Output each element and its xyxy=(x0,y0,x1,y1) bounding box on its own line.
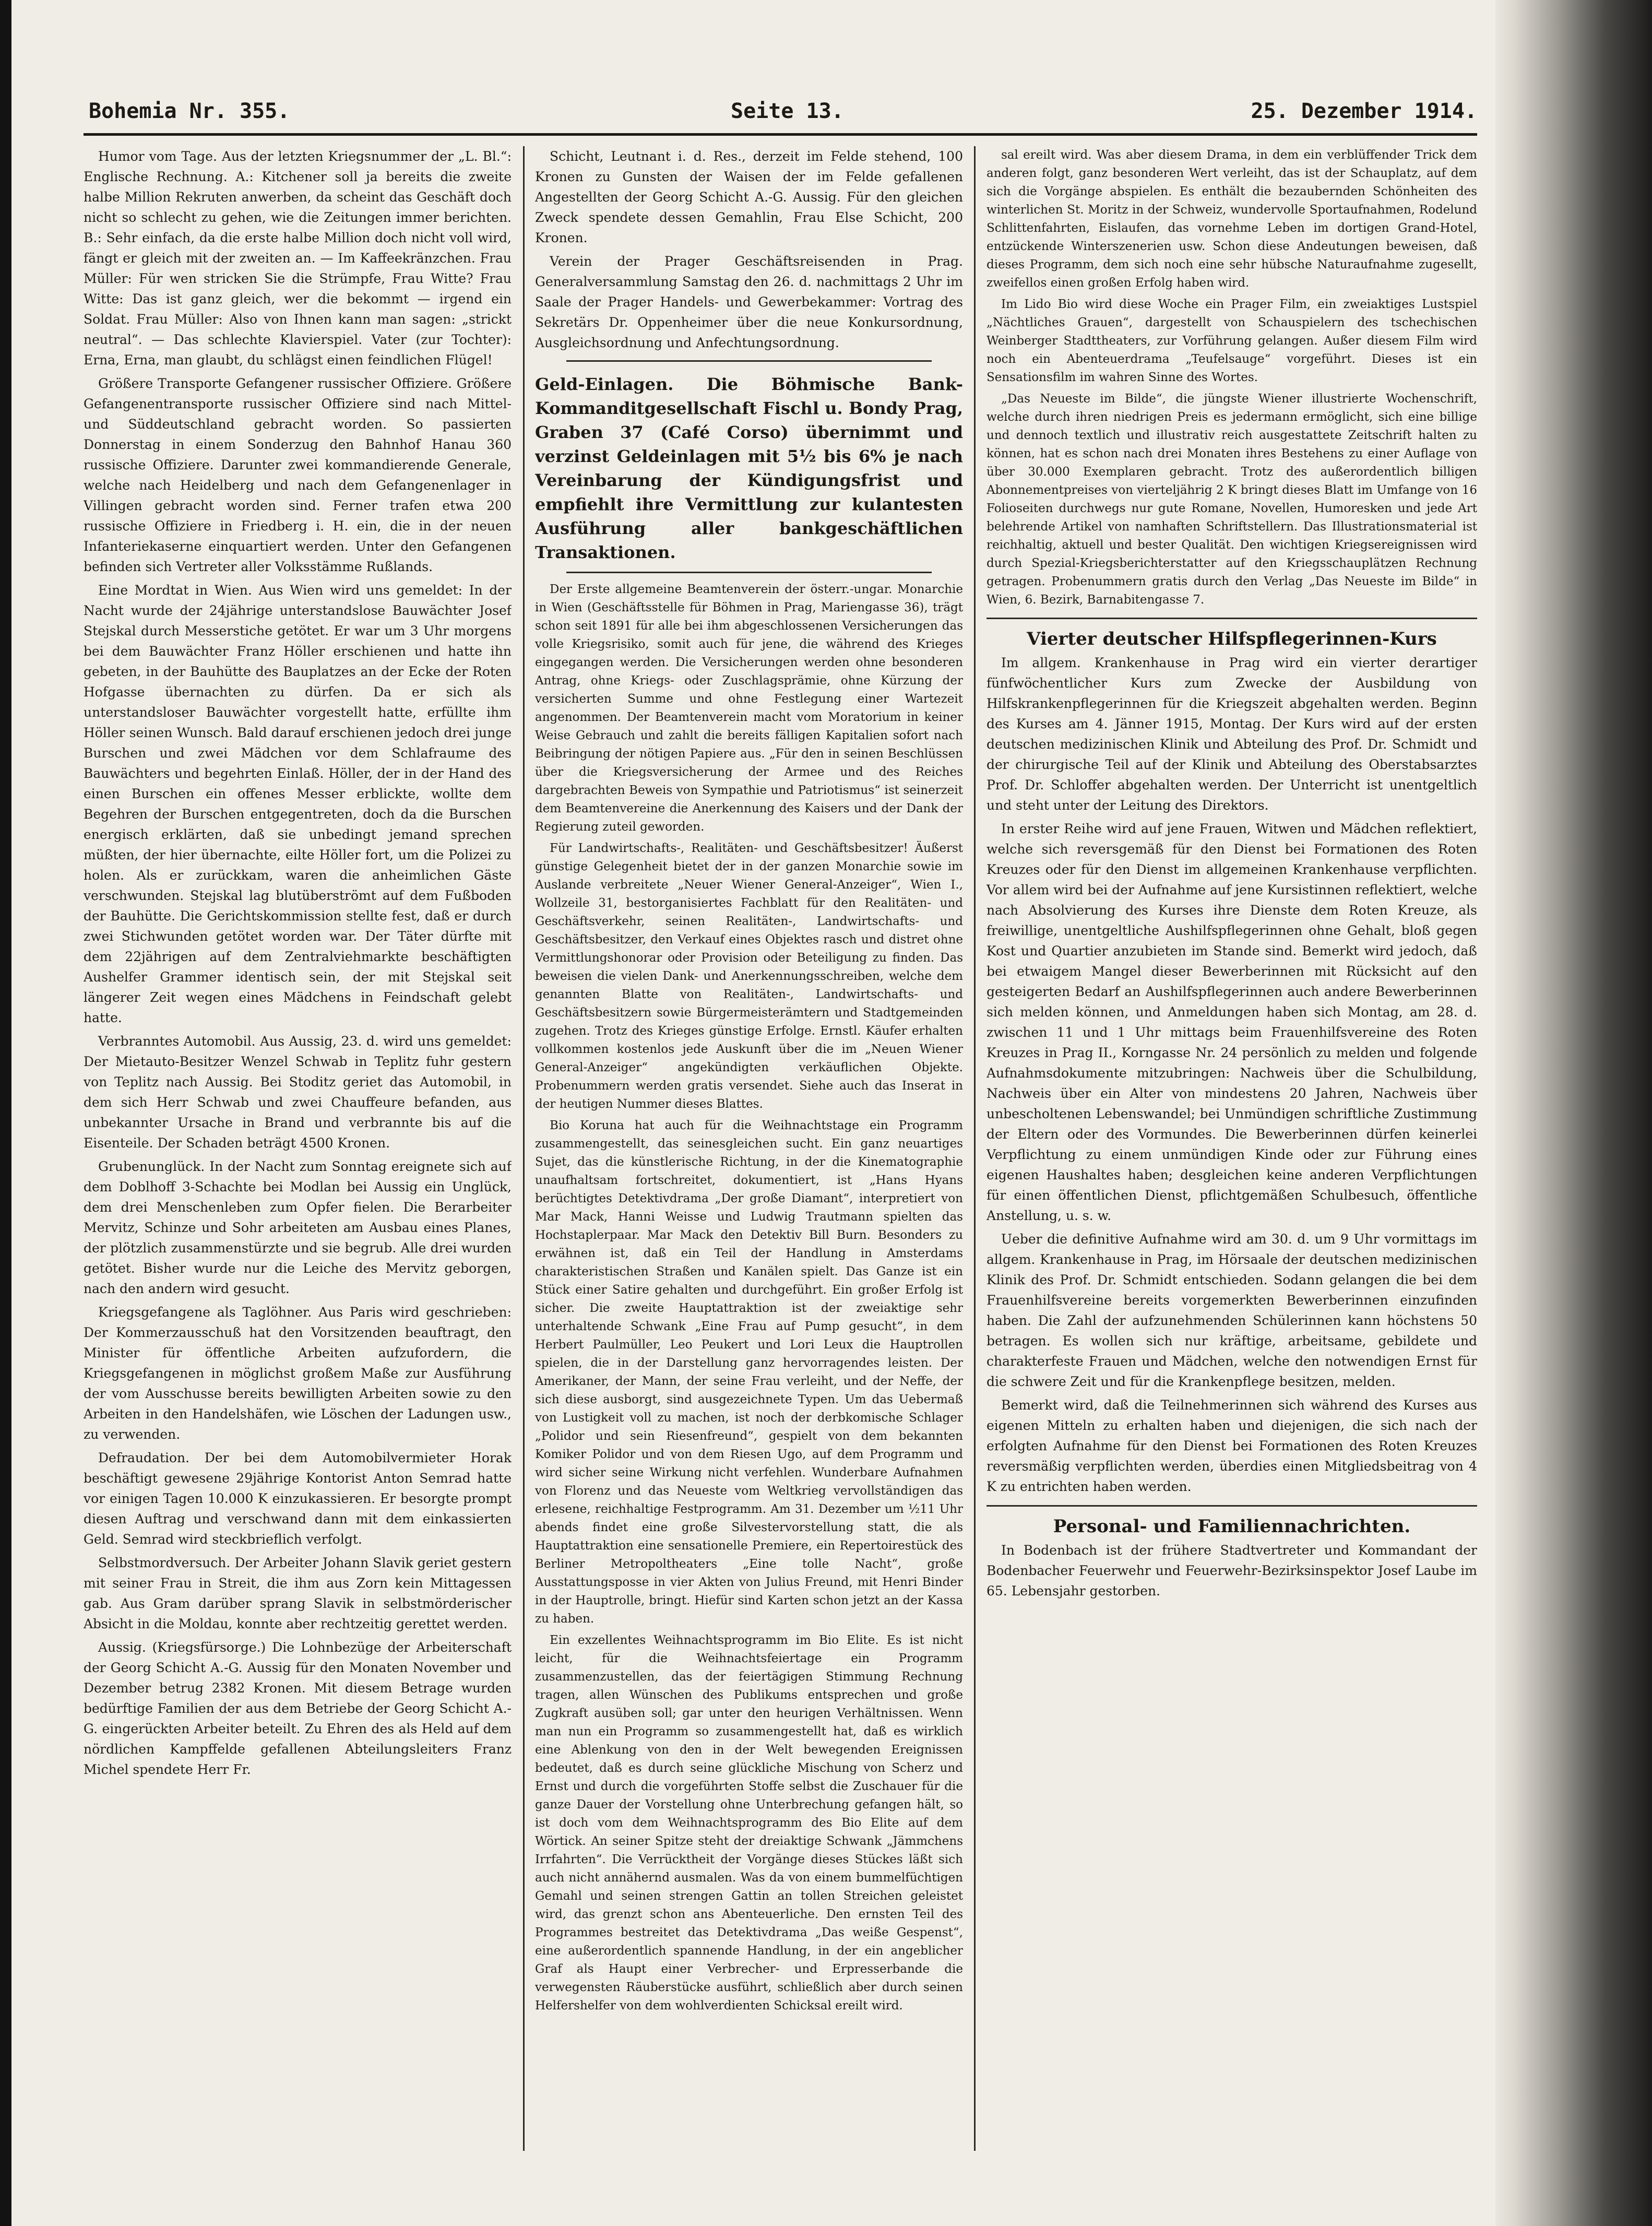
article-nursing-course-3: Ueber die definitive Aufnahme wird am 30. d. um 9 Uhr vormittags im allgem. Krankenhause in Prag, im Hörsaale der deutschen medizinischen Klinik des Prof. Dr. Schmidt entschieden. Sodann gelangen die bei dem Frauenhilfsvereine bereits vorgemerkten Bewerberinnen einzufinden haben. Die Zahl der aufzunehmenden Schülerinnen kann höchstens 50 betragen. Es wollen sich nur kräftige, arbeitsame, gebildete und charakterfeste Frauen und Mädchen, welche den notwendigen Ernst für die schwere Zeit und für die Krankenpflege besitzen, melden. xyxy=(987,1232,1477,1389)
column-rule-1 xyxy=(523,146,525,2151)
column-3 xyxy=(987,146,1477,2156)
article-neueste-im-bilde: „Das Neueste im Bilde“, die jüngste Wiener illustrierte Wochenschrift, welche durch ihren niedrigen Preis es jedermann ermöglicht, sich eine billige und dennoch textlich und illustrativ reich ausgestattete Zeitschrift halten zu können, hat es schon nach drei Monaten ihres Bestehens zu einer Auflage von über 30.000 Exemplaren gebracht. Trotz des außerordentlich billigen Abonnementpreises von vierteljährig 2 K bringt dieses Blatt im Umfange von 16 Folioseiten durchwegs nur gute Romane, Novellen, Humoresken und jede Art belehrende Artikel von namhaften Schriftstellern. Das Illustrationsmaterial ist reichhaltig, aktuell und bester Qualität. Den wichtigen Kriegsereignissen wird durch Spezial-Kriegsberichterstatter auf den Kriegsschauplätzen Rechnung getragen. Probenummern gratis durch den Verlag „Das Neueste im Bilde“ in Wien, 6. Bezirk, Barnabitengasse 7. xyxy=(987,392,1477,607)
article-defraudation: Defraudation. Der bei dem Automobilvermieter Horak beschäftigt gewesene 29jährige Kontorist Anton Semrad hatte vor einigen Tagen 10.000 K einzukassieren. Er besorgte prompt diesen Auftrag und verschwand dann mit dem einkassierten Geld. Semrad wird steckbrieflich verfolgt. xyxy=(84,1450,512,1547)
article-general-anzeiger: Für Landwirtschafts-, Realitäten- und Geschäftsbesitzer! Äußerst günstige Gelegenheit bietet der in der ganzen Monarchie sowie im Auslande verbreitete „Neuer Wiener General-Anzeiger“, Wien I., Wollzeile 31, bestorganisiertes Fachblatt für den Realitäten- und Geschäftsverkehr, seinen Realitäten-, Landwirtschafts- und Geschäftsbesitzer, den Verkauf eines Objektes rasch und distret ohne Vermittlungshonorar oder Provision oder Beteiligung zu finden. Das beweisen die vielen Dank- und Anerkennungsschreiben, welche dem genannten Blatte von Realitäten-, Landwirtschafts- und Geschäftsbesitzern sowie Bürgermeisterämtern und Stadtgemeinden zugehen. Trotz des Krieges günstige Erfolge. Ernstl. Käufer erhalten vollkommen kostenlos jede Auskunft über die im „Neuen Wiener General-Anzeiger“ angekündigten verkäuflichen Objekte. Probenummern werden gratis versendet. Siehe auch das Inserat in der heutigen Nummer dieses Blattes. xyxy=(535,842,963,1111)
article-suicide-attempt: Selbstmordversuch. Der Arbeiter Johann Slavik geriet gestern mit seiner Frau in Streit, die ihm aus Zorn kein Mittagessen gab. Aus Gram darüber sprang Slavik in selbstmörderischer Absicht in die Moldau, konnte aber rechtzeitig gerettet werden. xyxy=(84,1555,512,1631)
section-heading-personal-news: Personal- und Familiennachrichten. xyxy=(1053,1516,1411,1537)
article-travellers-association: Verein der Prager Geschäftsreisenden in Prag. Generalversammlung Samstag den 26. d. nachmittags 2 Uhr im Saale der Prager Handels- und Gewerbekammer: Vortrag des Sekretärs Dr. Oppenheimer über die neue Konkursordnung, Ausgleichsordnung und Anfechtungsordnung. xyxy=(535,254,963,350)
article-burnt-automobile: Verbranntes Automobil. Aus Aussig, 23. d. wird uns gemeldet: Der Mietauto-Besitzer Wenzel Schwab in Teplitz fuhr gestern von Teplitz nach Aussig. Bei Stoditz geriet das Automobil, in dem sich Herr Schwab und zwei Chauffeure befanden, aus unbekannter Ursache in Brand und verbrannte bis auf die Eisenteile. Der Schaden beträgt 4500 Kronen. xyxy=(84,1034,512,1151)
article-aussig-welfare: Aussig. (Kriegsfürsorge.) Die Lohnbezüge der Arbeiterschaft der Georg Schicht A.-G. Aussig für den Monaten November und Dezember betrug 2382 Kronen. Mit diesem Betrage wurden bedürftige Familien der aus dem Betriebe der Georg Schicht A.-G. eingerückten Arbeiter beteilt. Zu Ehren des als Held auf dem nördlichen Kampffelde gefallenen Abteilungsleiters Franz Michel spendete Herr Fr. xyxy=(84,1640,512,1777)
divider xyxy=(987,1505,1477,1507)
article-nursing-course-2: In erster Reihe wird auf jene Frauen, Witwen und Mädchen reflektiert, welche sich reversgemäß für den Dienst bei Formationen des Roten Kreuzes oder für den Dienst im allgemeinen Krankenhause verpflichten. Vor allem wird bei der Aufnahme auf jene Kursistinnen reflektiert, welche nach Absolvierung des Kurses ihre Dienste dem Roten Kreuze, als freiwillige, unentgeltliche Aushilfspflegerinnen ohne Gehalt, bloß gegen Kost und Quartier anzubieten im Stande sind. Bemerkt wird jedoch, daß bei etwaigem Mangel dieser Bewerberinnen mit Rücksicht auf den gesteigerten Bedarf an Aushilfspflegerinnen auch andere Bewerberinnen sich melden können, und Anmeldungen haben sich Montag, am 28. d. zwischen 11 und 1 Uhr mittags beim Frauenhilfsvereine des Roten Kreuzes in Prag II., Korngasse Nr. 24 persönlich zu melden und folgende Aufnahmsdokumente mitzubringen: Nachweis über die Schulbildung, Nachweis über ein Alter von mindestens 20 Jahren, Nachweis über unbescholtenen Lebenswandel; bei Unmündigen schriftliche Zustimmung der Eltern oder des Vormundes. Die Bewerberinnen dürfen keinerlei Verpflichtung zu einem unmündigen Kinde oder zur Führung eines eigenen Haushaltes haben; desgleichen keine anderen Verpflichtungen für einen öffentlichen Dienst, pflichtgemäßen Schulbesuch, öffentliche Anstellung, u. s. w. xyxy=(987,821,1477,1223)
column-rule-2 xyxy=(974,146,976,2151)
header-date: 25. Dezember 1914. xyxy=(1251,99,1477,123)
article-prisoners-labourers: Kriegsgefangene als Taglöhner. Aus Paris wird geschrieben: Der Kommerzausschuß hat den Vorsitzenden beauftragt, den Minister für öffentliche Arbeiten aufzufordern, die Kriegsgefangenen in möglichst großem Maße zur Ausführung der vom Ausschusse bereits bewilligten Arbeiten sowie zu den Arbeiten in den Handelshäfen, wie Löschen der Ladungen usw., zu verwenden. xyxy=(84,1305,512,1442)
page-header xyxy=(84,99,1477,136)
scan-right-edge xyxy=(1495,0,1652,2226)
article-officer-transports: Größere Transporte Gefangener russischer Offiziere. Größere Gefangenentransporte russischer Offiziere sind nach Mittel- und Süddeutschland gebracht worden. So passierten Donnerstag in einem Sonderzug den Bahnhof Hanau 360 russische Offiziere. Darunter zwei kommandierende Generale, welche nach Heidelberg und nach dem Gefangenenlager in Villingen gebracht worden sind. Ferner trafen etwa 200 russische Offiziere in Friedberg i. H. ein, die in der neuen Infanteriekaserne einquartiert werden. Unter den Gefangenen befinden sich Vertreter aller Volksstämme Rußlands. xyxy=(84,376,512,574)
article-humor: Humor vom Tage. Aus der letzten Kriegsnummer der „L. Bl.“: Englische Rechnung. A.: Kitchener soll ja bereits die zweite halbe Million Rekruten anwerben, da scheint das Geschäft doch nicht so schlecht zu gehen, wie die Zeitungen immer berichten. B.: Sehr einfach, da die erste halbe Million doch nicht voll wird, fängt er gleich mit der zweiten an. — Im Kaffeekränzchen. Frau Müller: Für wen stricken Sie die Strümpfe, Frau Witte? Frau Witte: Das ist ganz gleich, wer die bekommt — irgend ein Soldat. Frau Müller: Also von Ihnen kann man sagen: „strickt neutral“. — Das schlechte Klavierspiel. Vater (zur Tochter): Erna, Erna, man glaubt, du schlägst einen feindlichen Flügel! xyxy=(84,149,512,368)
article-nursing-course-4: Bemerkt wird, daß die Teilnehmerinnen sich während des Kurses aus eigenen Mitteln zu erhalten haben und diejenigen, die sich nach der erfolgten Aufnahme für den Dienst bei Formationen des Roten Kreuzes reversmäßig verpflichten werden, überdies einen Mitgliedsbeitrag von 4 K zu entrichten haben werden. xyxy=(987,1398,1477,1494)
header-rule xyxy=(84,133,1477,136)
article-lido-bio: Im Lido Bio wird diese Woche ein Prager Film, ein zweiaktiges Lustspiel „Nächtliches Grauen“, dargestellt von Schauspielern des tschechischen Weinberger Stadttheaters, zur Vorführung gelangen. Außer diesem Film wird noch ein Abenteuerdrama „Teufelsauge“ vorgeführt. Dieses ist ein Sensationsfilm im wahren Sinne des Wortes. xyxy=(987,298,1477,384)
article-bio-koruna: Bio Koruna hat auch für die Weihnachtstage ein Programm zusammengestellt, das seinesgleichen sucht. Ein ganz neuartiges Sujet, das die künstlerische Richtung, in der die Kinematographie unaufhaltsam fortschreitet, dokumentiert, ist „Hans Hyans berüchtigtes Detektivdrama „Der große Diamant“, interpretiert von Mar Mack, Hanni Weisse und Ludwig Trautmann spielten das Hochstaplerpaar. Mar Mack den Detektiv Bill Burn. Besonders zu erwähnen ist, daß ein Teil der Handlung in Amsterdams charakteristischen Straßen und Kanälen spielt. Das Ganze ist ein Stück einer Satire gehalten und durchgeführt. Ein großer Erfolg ist sicher. Die zweite Hauptattraktion ist der zweiaktige sehr unterhaltende Schwank „Eine Frau auf Pump gesucht“, in dem Herbert Paulmüller, Leo Peukert und Lori Leux die Hauptrollen spielen, die in der Darstellung ganz hervorragendes leisten. Der Amerikaner, der Mann, der seine Frau verleiht, und der Neffe, der sich diese ausborgt, sind ausgezeichnete Typen. Um das Uebermaß von Lustigkeit voll zu machen, ist noch der derbkomische Schlager „Polidor und sein Riesenfreund“, gespielt von dem bekannten Komiker Polidor und von dem Riesen Ugo, auf dem Programm und wird sicher seine Wirkung nicht verfehlen. Wunderbare Aufnahmen von Florenz und das Neueste vom Weltkrieg vervollständigen das erlesene, reichhaltige Festprogramm. Am 31. Dezember um ½11 Uhr abends findet eine große Silvestervorstellung statt, die als Hauptattraktion eine sensationelle Premiere, ein Repertoirestück des Berliner Metropoltheaters „Eine tolle Nacht“, große Ausstattungsposse in vier Akten von Julius Freund, mit Henri Binder in der Hauptrolle, bringt. Hiefür sind Karten schon jetzt an der Kassa zu haben. xyxy=(535,1119,963,1626)
header-page-number: Seite 13. xyxy=(731,99,844,123)
advert-bank-deposits: Geld-Einlagen. Die Böhmische Bank-Kommanditgesellschaft Fischl u. Bondy Prag, Graben 37 (Café Corso) übernimmt und verzinst Geldeinlagen mit 5½ bis 6% je nach Vereinbarung der Kündigungsfrist und empfiehlt ihre Vermittlung zur kulantesten Ausführung aller bankgeschäftlichen Transaktionen. xyxy=(535,374,963,562)
newspaper-page xyxy=(84,89,1477,2187)
article-bio-elite-continued: sal ereilt wird. Was aber diesem Drama, in dem ein verblüffender Trick dem anderen folgt, ganz besonderen Wert verleiht, das ist der Schauplatz, auf dem sich die Vorgänge abspielen. Es enthält die bezaubernden Schönheiten des winterlichen St. Moritz in der Schweiz, wundervolle Sportaufnahmen, Rodelund Schlittenfahrten, Eislaufen, das vornehme Leben im dortigen Grand-Hotel, entzückende Winterszenerien usw. Schon diese Andeutungen beweisen, daß dieses Programm, dem sich noch eine sehr hübsche Naturaufnahme zugesellt, zweifellos einen großen Erfolg haben wird. xyxy=(987,148,1477,290)
section-heading-nursing-course: Vierter deutscher Hilfspflegerinnen-Kurs xyxy=(1027,629,1437,649)
scan-left-edge xyxy=(0,0,11,2226)
header-issue: Bohemia Nr. 355. xyxy=(89,99,290,123)
article-mine-accident: Grubenunglück. In der Nacht zum Sonntag ereignete sich auf dem Doblhoff 3-Schachte bei Modlan bei Aussig ein Unglück, dem drei Menschenleben zum Opfer fielen. Die Berarbeiter Mervitz, Schinze und Sohr arbeiteten am Ausbau eines Planes, der plötzlich zusammenstürzte und sie begrub. Alle drei wurden getötet. Bisher wurde nur die Leiche des Mervitz geborgen, nach den andern wird gesucht. xyxy=(84,1159,512,1296)
article-schicht-donation: Schicht, Leutnant i. d. Res., derzeit im Felde stehend, 100 Kronen zu Gunsten der Waisen der im Felde gefallenen Angestellten der Georg Schicht A.-G. Aussig. Für den gleichen Zweck spendete dessen Gemahlin, Frau Else Schicht, 200 Kronen. xyxy=(535,149,963,245)
article-murder-vienna: Eine Mordtat in Wien. Aus Wien wird uns gemeldet: In der Nacht wurde der 24jährige unterstandslose Bauwächter Josef Stejskal durch Messerstiche getötet. Er war um 3 Uhr morgens bei dem Bauwächter Franz Höller erschienen und hatte ihn gebeten, in der Bauhütte des Bauplatzes an der Ecke der Roten Hofgasse übernachten zu dürfen. Da er sich als unterstandsloser Bauwächter vorgestellt hatte, erfüllte ihm Höller seinen Wunsch. Bald darauf erschienen jedoch drei junge Burschen und zwei Mädchen vor dem Schlafraume des Bauwächters und begehrten Einlaß. Höller, der in der Hand des einen Burschen ein offenes Messer erblickte, wollte dem Begehren der Burschen entgegentreten, doch da die Burschen energisch erklärten, daß sie unbedingt jemand sprechen müßten, der hier übernachte, eilte Höller fort, um die Polizei zu holen. Als er zurückkam, waren die anheimlichen Gäste verschwunden. Stejskal lag blutüberströmt auf dem Fußboden der Bauhütte. Die Gerichtskommission stellte fest, daß er durch zwei Stichwunden getötet worden war. Der Täter dürfte mit dem 22jährigen auf dem Zentralviehmarkte beschäftigten Aushelfer Grammer identisch sein, der mit Stejskal seit längerer Zeit wegen eines Mädchens in Feindschaft gelebt hatte. xyxy=(84,583,512,1025)
article-bio-elite: Ein exzellentes Weihnachtsprogramm im Bio Elite. Es ist nicht leicht, für die Weihnachtsfeiertage ein Programm zusammenzustellen, das der feiertägigen Stimmung Rechnung tragen, allen Wünschen des Publikums entsprechen und große Zugkraft ausüben soll; gar unter den heurigen Verhältnissen. Wenn man nun ein Programm so zusammengestellt hat, daß es wirklich eine Ablenkung von den in der Welt bewegenden Ereignissen bedeutet, daß es durch seine glückliche Mischung von Scherz und Ernst und durch die vorgeführten Stoffe selbst die Zuschauer für die ganze Dauer der Vorstellung ohne Unterbrechung gefangen hält, so ist doch vom dem Weihnachtsprogramm des Bio Elite auf dem Wörtick. An seiner Spitze steht der dreiaktige Schwank „Jämmchens Irrfahrten“. Die Verrücktheit der Vorgänge dieses Stückes läßt sich auch nicht annähernd ausmalen. Was da von einem bummelfüchtigen Gemahl und seinen strengen Gattin an tollen Streichen geleistet wird, das grenzt schon ans Abenteuerliche. Den ernsten Teil des Programmes bestreitet das Detektivdrama „Das weiße Gespenst“, eine außerordentlich spannende Handlung, in der ein angeblicher Graf als Haupt einer Verbrecher- und Erpresserbande die verwegensten Räuberstücke ausführt, schließlich aber durch seinen Helfershelfer von dem wohlverdienten Schicksal ereilt wird. xyxy=(535,1633,963,2012)
article-civil-servants-association: Der Erste allgemeine Beamtenverein der österr.-ungar. Monarchie in Wien (Geschäftsstelle für Böhmen in Prag, Mariengasse 36), trägt schon seit 1891 für alle bei ihm abgeschlossenen Versicherungen das volle Kriegsrisiko, somit auch für jene, die während des Krieges eingegangen werden. Die Versicherungen werden ohne besonderen Antrag, ohne Kriegs- oder Zuschlagsprämie, ohne Kürzung der versicherten Summe und ohne Festlegung einer Wartezeit angenommen. Der Beamtenverein macht vom Moratorium in keiner Weise Gebrauch und zahlt die bereits fälligen Kapitalien sofort nach Beibringung der nötigen Papiere aus. „Für den in seinen Beschlüssen über die Kriegsversicherung der Armee und des Reiches dargebrachten Beweis von Sympathie und Patriotismus“ ist seinerzeit dem Beamtenvereine die Anerkennung des Kaisers und der Dank der Regierung zuteil geworden. xyxy=(535,583,963,834)
column-1 xyxy=(84,146,512,2156)
divider xyxy=(566,572,932,573)
divider xyxy=(566,360,932,362)
column-2 xyxy=(535,146,963,2156)
divider xyxy=(987,618,1477,619)
article-nursing-course-1: Im allgem. Krankenhause in Prag wird ein vierter derartiger fünfwöchentlicher Kurs zum Zwecke der Ausbildung von Hilfskrankenpflegerinnen für die Kriegszeit abgehalten werden. Beginn des Kurses am 4. Jänner 1915, Montag. Der Kurs wird auf der ersten deutschen medizinischen Klinik und Abteilung des Prof. Dr. Schmidt und der chirurgische Teil auf der Klinik und Abteilung des Oberstabsarztes Prof. Dr. Schloffer abgehalten werden. Der Unterricht ist unentgeltlich und steht unter der Leitung des Direktors. xyxy=(987,655,1477,813)
article-obituary-laube: In Bodenbach ist der frühere Stadtvertreter und Kommandant der Bodenbacher Feuerwehr und Feuerwehr-Bezirksinspektor Josef Laube im 65. Lebensjahr gestorben. xyxy=(987,1543,1477,1599)
